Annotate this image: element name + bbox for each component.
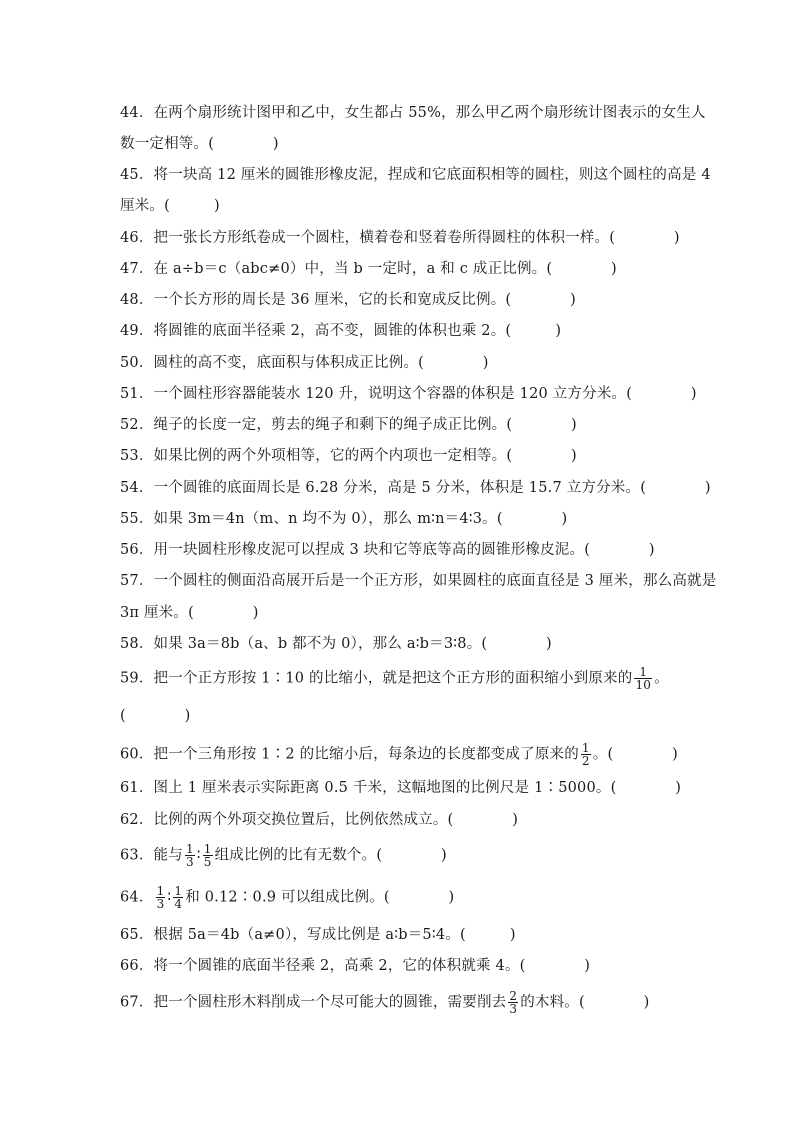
- question-text: 56．用一块圆柱形橡皮泥可以捏成 3 块和它等底等高的圆锥形橡皮泥。( ): [120, 542, 655, 558]
- question-65: [120, 925, 516, 945]
- question-text: 61．图上 1 厘米表示实际距离 0.5 千米，这幅地图的比例尺是 1∶5000。( ): [120, 780, 682, 796]
- fraction-denominator: 5: [203, 855, 212, 869]
- question-text-tail: 组成比例的比有无数个。( ): [214, 847, 447, 864]
- question-text-tail: 。: [654, 670, 669, 687]
- fraction: [634, 666, 652, 691]
- question-text: 67．把一个圆柱形木料削成一个尽可能大的圆锥，需要削去: [120, 994, 507, 1011]
- question-text: 64．: [120, 889, 154, 906]
- question-63: [120, 843, 447, 868]
- question-text: 48．一个长方形的周长是 36 厘米，它的长和宽成反比例。( ): [120, 292, 576, 308]
- question-57-line-1: [120, 571, 717, 591]
- fraction-denominator: 3: [509, 1002, 518, 1016]
- question-45-line-1: [120, 165, 711, 185]
- question-text: 55．如果 3m＝4n（m、n 均不为 0），那么 m∶n＝4∶3。( ): [120, 511, 568, 527]
- question-text: 厘米。( ): [120, 198, 220, 214]
- question-56: [120, 540, 655, 560]
- question-text: 62．比例的两个外项交换位置后，比例依然成立。( ): [120, 812, 519, 828]
- fraction-denominator: 3: [156, 897, 165, 911]
- question-59-line-1: [120, 666, 669, 691]
- question-text: 46．把一张长方形纸卷成一个圆柱，横着卷和竖着卷所得圆柱的体积一样。( ): [120, 230, 680, 246]
- question-48: [120, 290, 576, 310]
- question-67: [120, 990, 650, 1015]
- fraction-numerator: 2: [509, 989, 518, 1003]
- ratio-colon: ∶: [167, 889, 172, 906]
- question-54: [120, 478, 711, 498]
- question-44-line-1: [120, 103, 706, 123]
- question-text: 45．将一块高 12 厘米的圆锥形橡皮泥，捏成和它底面积相等的圆柱，则这个圆柱的高是 4: [120, 167, 711, 183]
- fraction: [581, 742, 591, 767]
- fraction-numerator: 1: [156, 884, 165, 898]
- question-51: [120, 384, 697, 404]
- question-text: 50．圆柱的高不变，底面积与体积成正比例。( ): [120, 355, 489, 371]
- question-61: [120, 778, 681, 798]
- fraction-numerator: 1: [581, 741, 590, 755]
- question-64: [120, 885, 454, 910]
- question-text: 65．根据 5a＝4b（a≠0），写成比例是 a∶b＝5∶4。( ): [120, 927, 516, 943]
- question-58: [120, 634, 552, 654]
- question-55: [120, 509, 567, 529]
- fraction-denominator: 3: [185, 855, 194, 869]
- question-text: 51．一个圆柱形容器能装水 120 升，说明这个容器的体积是 120 立方分米。( ): [120, 386, 697, 402]
- question-text-tail: 。( ): [592, 746, 678, 763]
- fraction-numerator: 1: [174, 884, 183, 898]
- question-57-line-2: [120, 603, 259, 623]
- question-53: [120, 446, 577, 466]
- question-text-tail: 和 0.12∶0.9 可以组成比例。( ): [185, 889, 455, 906]
- question-50: [120, 353, 489, 373]
- question-text: 47．在 a÷b＝c（abc≠0）中，当 b 一定时，a 和 c 成正比例。( ): [120, 261, 617, 277]
- fraction: [185, 843, 195, 868]
- question-52: [120, 415, 577, 435]
- question-text: 3π 厘米。( ): [120, 605, 259, 621]
- question-text-tail: 的木料。( ): [520, 994, 650, 1011]
- question-45-line-2: [120, 196, 220, 216]
- question-59-line-2: [120, 706, 191, 726]
- question-text: 数一定相等。( ): [120, 136, 279, 152]
- question-62: [120, 810, 518, 830]
- question-text: 59．把一个正方形按 1∶10 的比缩小，就是把这个正方形的面积缩小到原来的: [120, 670, 633, 687]
- question-text: 60．把一个三角形按 1∶2 的比缩小后，每条边的长度都变成了原来的: [120, 746, 579, 763]
- question-text: 52．绳子的长度一定，剪去的绳子和剩下的绳子成正比例。( ): [120, 417, 577, 433]
- fraction-numerator: 1: [185, 842, 194, 856]
- answer-blank: ( ): [120, 708, 191, 724]
- fraction-denominator: 4: [174, 897, 183, 911]
- fraction-denominator: 10: [635, 678, 652, 692]
- fraction: [508, 990, 518, 1015]
- question-44-line-2: [120, 134, 279, 154]
- fraction: [203, 843, 213, 868]
- question-text: 53．如果比例的两个外项相等，它的两个内项也一定相等。( ): [120, 448, 577, 464]
- question-66: [120, 956, 590, 976]
- question-60: [120, 742, 678, 767]
- question-text: 66．将一个圆锥的底面半径乘 2，高乘 2，它的体积就乘 4。( ): [120, 958, 591, 974]
- question-49: [120, 321, 561, 341]
- fraction-numerator: 1: [634, 666, 652, 679]
- fraction: [173, 885, 183, 910]
- question-46: [120, 228, 680, 248]
- question-47: [120, 259, 617, 279]
- question-text: 63．能与: [120, 847, 183, 864]
- fraction: [156, 885, 166, 910]
- question-text: 44．在两个扇形统计图甲和乙中，女生都占 55%，那么甲乙两个扇形统计图表示的女生人: [120, 105, 706, 121]
- fraction-denominator: 2: [581, 754, 590, 768]
- ratio-colon: ∶: [196, 847, 201, 864]
- question-text: 54．一个圆锥的底面周长是 6.28 分米，高是 5 分米，体积是 15.7 立方分米。( ): [120, 480, 711, 496]
- question-text: 58．如果 3a＝8b（a、b 都不为 0），那么 a∶b＝3∶8。( ): [120, 636, 552, 652]
- question-text: 49．将圆锥的底面半径乘 2，高不变，圆锥的体积也乘 2。( ): [120, 323, 562, 339]
- question-text: 57．一个圆柱的侧面沿高展开后是一个正方形，如果圆柱的底面直径是 3 厘米，那么高就是: [120, 573, 717, 589]
- fraction-numerator: 1: [203, 842, 212, 856]
